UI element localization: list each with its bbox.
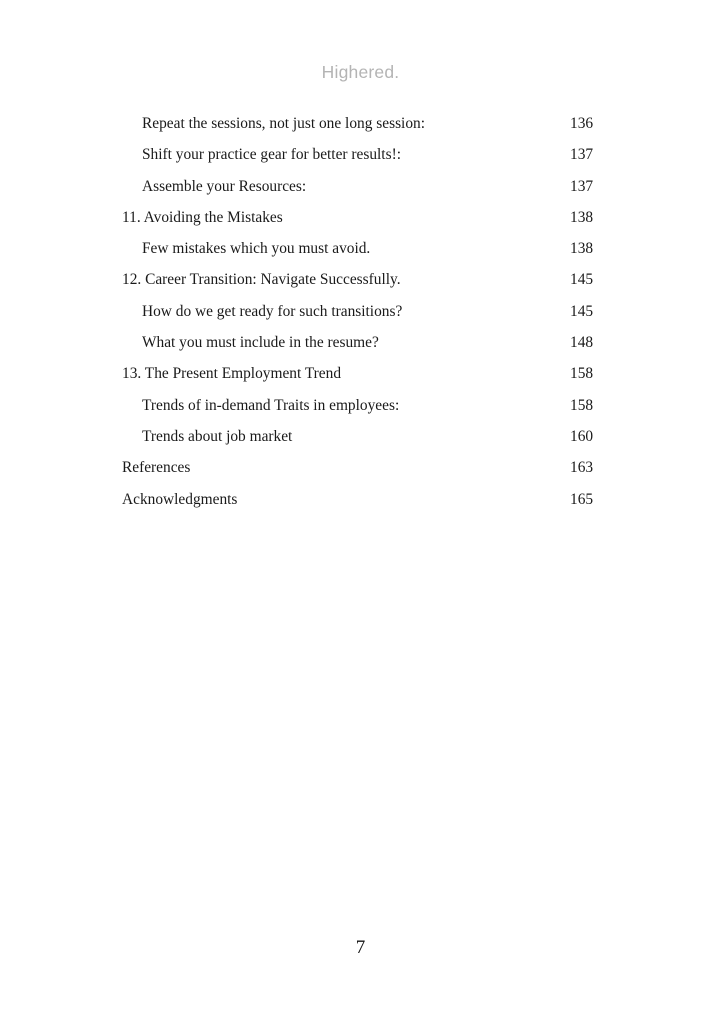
toc-entry-page-number: 137 bbox=[570, 146, 594, 164]
toc-entry-title: How do we get ready for such transitions? bbox=[142, 302, 403, 320]
toc-entry[interactable] bbox=[0, 490, 721, 521]
toc-entry-title: Assemble your Resources: bbox=[142, 177, 307, 195]
toc-entry-title: Trends about job market bbox=[142, 427, 293, 445]
toc-entry-title: Few mistakes which you must avoid. bbox=[142, 240, 371, 258]
toc-entry[interactable] bbox=[0, 208, 721, 239]
toc-entry[interactable] bbox=[0, 114, 721, 145]
toc-entry-page-number: 158 bbox=[570, 396, 594, 414]
toc-entry-page-number: 145 bbox=[570, 302, 594, 320]
toc-entry-page-number: 138 bbox=[570, 240, 594, 258]
toc-entry-title: 12. Career Transition: Navigate Successfully. bbox=[122, 271, 401, 289]
toc-entry-title: Acknowledgments bbox=[122, 490, 238, 508]
toc-entry[interactable] bbox=[0, 145, 721, 176]
toc-entry[interactable] bbox=[0, 396, 721, 427]
toc-entry-page-number: 158 bbox=[570, 365, 594, 383]
toc-entry-title: Repeat the sessions, not just one long session: bbox=[142, 115, 425, 132]
toc-entry-title: What you must include in the resume? bbox=[142, 334, 379, 352]
toc-entry-title: 13. The Present Employment Trend bbox=[122, 365, 342, 383]
toc-entry-page-number: 160 bbox=[570, 427, 594, 445]
toc-entry[interactable] bbox=[0, 333, 721, 364]
table-of-contents bbox=[0, 114, 721, 521]
toc-entry[interactable] bbox=[0, 364, 721, 395]
toc-entry[interactable] bbox=[0, 302, 721, 333]
toc-entry-page-number: 137 bbox=[570, 177, 594, 195]
toc-entry-page-number: 138 bbox=[570, 208, 594, 226]
page-number-folio: 7 bbox=[355, 937, 366, 958]
toc-entry-page-number: 136 bbox=[570, 115, 594, 132]
toc-entry-title: Trends of in-demand Traits in employees: bbox=[142, 396, 400, 414]
toc-entry[interactable] bbox=[0, 270, 721, 301]
toc-entry[interactable] bbox=[0, 458, 721, 489]
toc-entry[interactable] bbox=[0, 427, 721, 458]
toc-entry[interactable] bbox=[0, 177, 721, 208]
running-header: Highered. bbox=[321, 62, 400, 82]
toc-entry-title: References bbox=[122, 459, 191, 477]
toc-entry-page-number: 163 bbox=[570, 459, 594, 477]
toc-entry-title: Shift your practice gear for better results!: bbox=[142, 146, 401, 164]
toc-entry-page-number: 148 bbox=[570, 334, 594, 352]
toc-entry-title: 11. Avoiding the Mistakes bbox=[122, 208, 283, 226]
toc-entry-page-number: 145 bbox=[570, 271, 594, 289]
toc-entry-page-number: 165 bbox=[570, 490, 594, 508]
toc-entry[interactable] bbox=[0, 239, 721, 270]
